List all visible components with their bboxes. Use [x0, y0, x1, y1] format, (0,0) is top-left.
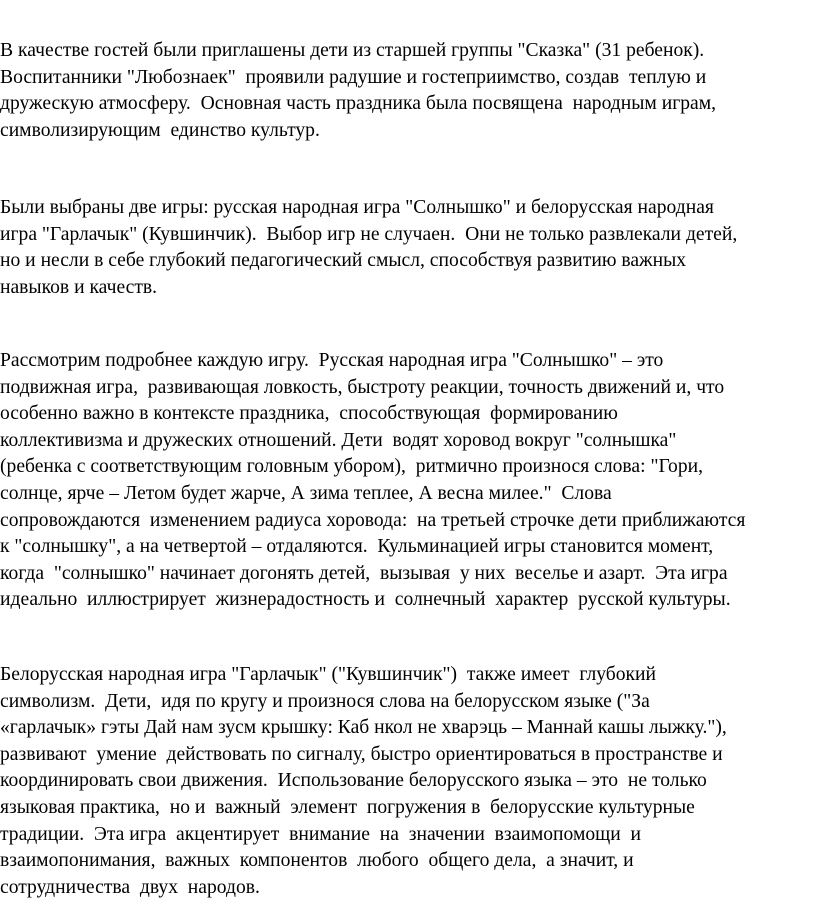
- paragraph-belarusian-game: [0, 662, 727, 901]
- text-line: коллективизма и дружеских отношений. Дети водят хоровод вокруг "солнышка": [0, 429, 677, 451]
- text-line: традиции. Эта игра акцентирует внимание на значении взаимопомощи и: [0, 823, 642, 845]
- text-line: Были выбраны две игры: русская народная игра "Солнышко" и белорусская народная: [0, 197, 714, 218]
- text-line: дружескую атмосферу. Основная часть праздника была посвящена народным играм,: [0, 93, 717, 115]
- text-line: символизм. Дети, идя по кругу и произнося слова на белорусском языке ("За: [0, 690, 650, 712]
- text-line: В качестве гостей были приглашены дети из старшей группы "Сказка" (31 ребенок).: [0, 40, 705, 61]
- text-line: координировать свои движения. Использование белорусского языка – это не только: [0, 770, 707, 792]
- text-line: символизирующим единство культур.: [0, 119, 320, 141]
- text-line: к "солнышку", а на четвертой – отдаляются. Кульминацией игры становится момент,: [0, 536, 714, 558]
- text-line: Рассмотрим подробнее каждую игру. Русская народная игра "Солнышко" – это: [0, 350, 664, 371]
- text-line: взаимопонимания, важных компонентов любого общего дела, а значит, и: [0, 850, 634, 872]
- text-line: языковая практика, но и важный элемент погружения в белорусские культурные: [0, 796, 695, 818]
- text-line: развивают умение действовать по сигналу, быстро ориентироваться в пространстве и: [0, 743, 723, 765]
- text-line: но и несли в себе глубокий педагогический смысл, способствуя развитию важных: [0, 250, 687, 272]
- text-line: навыков и качеств.: [0, 276, 158, 298]
- text-line: сотрудничества двух народов.: [0, 876, 260, 898]
- text-line: особенно важно в контексте праздника, способствующая формированию: [0, 403, 618, 425]
- text-line: солнце, ярче – Летом будет жарче, А зима теплее, А весна милее." Слова: [0, 482, 612, 504]
- text-line: сопровождаются изменением радиуса хоровода: на третьей строчке дети приближаются: [0, 509, 746, 531]
- text-line: «гарлачык» гэты Дай нам зусм крышку: Каб нкол не хварэць – Маннай кашы лыжку."),: [0, 717, 727, 739]
- text-line: (ребенка с соответствующим головным убором), ритмично произнося слова: "Гори,: [0, 456, 704, 478]
- paragraph-games-chosen: [0, 195, 737, 301]
- text-line: подвижная игра, развивающая ловкость, быстроту реакции, точность движений и, что: [0, 376, 725, 398]
- text-line: Белорусская народная игра "Гарлачык" ("Кувшинчик") также имеет глубокий: [0, 664, 657, 685]
- text-line: идеально иллюстрирует жизнерадостность и солнечный характер русской культуры.: [0, 589, 731, 611]
- paragraph-russian-game: [0, 348, 745, 614]
- text-line: игра "Гарлачык" (Кувшинчик). Выбор игр не случаен. Они не только развлекали детей,: [0, 223, 738, 245]
- text-line: когда "солнышко" начинает догонять детей, вызывая у них веселье и азарт. Эта игра: [0, 562, 728, 584]
- text-line: Воспитанники "Любознаек" проявили радушие и гостеприимство, создав теплую и: [0, 66, 707, 88]
- paragraph-guests: [0, 38, 716, 144]
